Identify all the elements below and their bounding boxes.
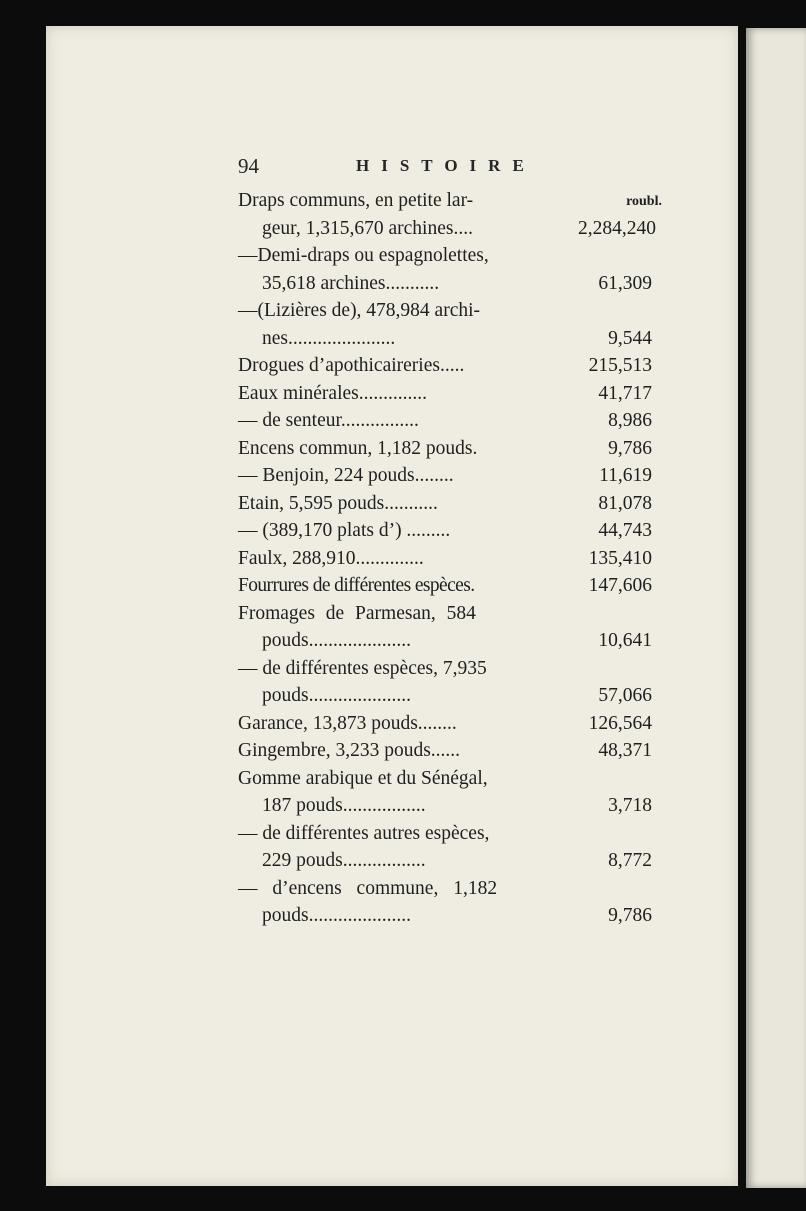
entry-text: Eaux minérales.............. [238, 382, 427, 404]
entry-text: —Demi-draps ou espagnolettes, [238, 245, 489, 266]
entry-text: Gingembre, 3,233 pouds...... [238, 740, 461, 761]
entry-line [238, 740, 668, 768]
entry-line [238, 273, 668, 301]
entry-value: 3,718 [608, 795, 652, 816]
entry-line [238, 328, 668, 356]
page-header [238, 154, 658, 180]
entry-text: Fromages de Parmesan, 584 [238, 602, 476, 624]
entry-value: 57,066 [598, 685, 652, 706]
entry-text: nes...................... [262, 327, 396, 349]
entry-text: Draps communs, en petite lar- [238, 190, 474, 211]
entry-line [238, 245, 668, 273]
entry-value: 135,410 [588, 547, 652, 569]
entry-text: Encens commun, 1,182 pouds. [238, 437, 478, 459]
entry-line [238, 383, 668, 411]
entry-value: 215,513 [588, 355, 652, 376]
entry-line [238, 850, 668, 878]
entry-text: Gomme arabique et du Sénégal, [238, 767, 488, 789]
entry-value: 147,606 [588, 575, 652, 596]
tariff-entries [238, 190, 668, 933]
unit-label: roubl. [626, 194, 662, 209]
entry-text: — de différentes autres espèces, [238, 822, 490, 844]
entry-line [238, 795, 668, 823]
entry-value: 44,743 [598, 520, 652, 541]
entry-value: 126,564 [588, 712, 652, 734]
facing-page-edge [746, 28, 806, 1188]
entry-line [238, 685, 668, 713]
entry-line [238, 438, 668, 466]
page-number: 94 [238, 154, 259, 178]
entry-line [238, 190, 668, 218]
entry-value: 81,078 [598, 492, 652, 514]
entry-text: — d’encens commune, 1,182 [238, 877, 498, 899]
entry-value: 48,371 [598, 740, 652, 761]
entry-value: 2,284,240 [578, 217, 656, 239]
entry-value: 9,786 [608, 437, 652, 459]
entry-text: — de senteur................ [238, 410, 419, 431]
entry-line [238, 768, 668, 796]
entry-text: pouds..................... [262, 685, 411, 706]
entry-line [238, 465, 668, 493]
entry-line [238, 630, 668, 658]
entry-text: Drogues d’apothicaireries..... [238, 355, 465, 376]
entry-text: Fourrures de différentes espèces. [238, 575, 475, 596]
entry-text: Etain, 5,595 pouds........... [238, 492, 438, 514]
entry-value: 9,786 [608, 905, 652, 926]
entry-value: 61,309 [598, 272, 652, 294]
entry-value: 8,772 [608, 850, 652, 871]
entry-text: pouds..................... [262, 630, 411, 651]
entry-line [238, 410, 668, 438]
entry-line [238, 548, 668, 576]
entry-line [238, 300, 668, 328]
entry-line [238, 823, 668, 851]
entry-line [238, 603, 668, 631]
entry-text: pouds..................... [262, 905, 411, 926]
entry-text: 187 pouds................. [262, 795, 426, 816]
entry-line [238, 713, 668, 741]
entry-text: — (389,170 plats d’) ......... [238, 520, 451, 541]
running-title: HISTOIRE [356, 156, 536, 175]
entry-text: — Benjoin, 224 pouds........ [238, 465, 454, 486]
entry-text: — de différentes espèces, 7,935 [238, 657, 487, 679]
entry-value: 10,641 [598, 630, 652, 651]
entry-text: 35,618 archines........... [262, 272, 440, 294]
entry-value: 41,717 [598, 382, 652, 404]
entry-line [238, 575, 668, 603]
entry-line [238, 520, 668, 548]
entry-text: 229 pouds................. [262, 850, 426, 871]
entry-text: Faulx, 288,910.............. [238, 547, 424, 569]
entry-line [238, 218, 668, 246]
entry-text: Garance, 13,873 pouds........ [238, 712, 457, 734]
entry-text: —(Lizières de), 478,984 archi- [238, 300, 481, 321]
entry-line [238, 878, 668, 906]
entry-line [238, 658, 668, 686]
entry-value: 9,544 [608, 327, 652, 349]
entry-value: 8,986 [608, 410, 652, 431]
entry-line [238, 493, 668, 521]
entry-line [238, 355, 668, 383]
entry-value: 11,619 [599, 465, 652, 486]
entry-text: geur, 1,315,670 archines.... [262, 217, 473, 239]
entry-line [238, 905, 668, 933]
